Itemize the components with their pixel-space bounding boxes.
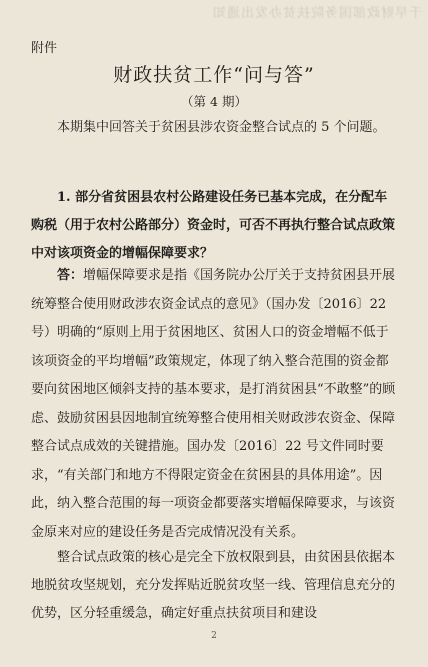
intro-paragraph: 本期集中回答关于贫困县涉农资金整合试点的 5 个问题。 <box>57 120 386 135</box>
answer-1 <box>31 262 397 547</box>
bleed-through-text: 千早财政部国务院扶贫办发出通知 <box>211 6 422 21</box>
issue-number: （第 4 期） <box>181 94 247 109</box>
document-title: 财政扶贫工作“问与答” <box>113 64 315 86</box>
paragraph-2: 整合试点政策的核心是完全下放权限到县，由贫困县依据本地脱贫攻坚规划，充分发挥贴近脱贫攻坚一线、管理信息充分的优势，区分轻重缓急，确定好重点扶贫项目和建设 <box>31 550 396 621</box>
question-1: 1. 部分省贫困县农村公路建设任务已基本完成，在分配车购税（用于农村公路部分）资金时，可否不再执行整合试点政策中对该项资金的增幅保障要求？ <box>31 190 396 261</box>
answer-text: 增幅保障要求是指《国务院办公厅关于支持贫困县开展统筹整合使用财政涉农资金试点的意见》（国办发〔2016〕22 号）明确的“原则上用于贫困地区、贫困人口的资金增幅不低于该项资金的平均增幅”政策规定，体现了纳入整合范围的资金都要向贫困地区倾斜支持的基本要求，是打消贫困县“不敢整”的顾虑、鼓励贫困县因地制宜统筹整合使用相关财政涉农资金、保障整合试点成效的关键措施。国办发〔2016〕22 号文件同时要求，“有关部门和地方不得限定资金在贫困县的具体用途”。因此，纳入整合范围的每一项资金都要落实增幅保障要求，与该资金原来对应的建设任务是否完成情况没有关系。 <box>31 268 396 540</box>
answer-label: 答： <box>57 268 84 283</box>
page-number: 2 <box>211 631 217 641</box>
attachment-label: 附件 <box>31 41 58 56</box>
